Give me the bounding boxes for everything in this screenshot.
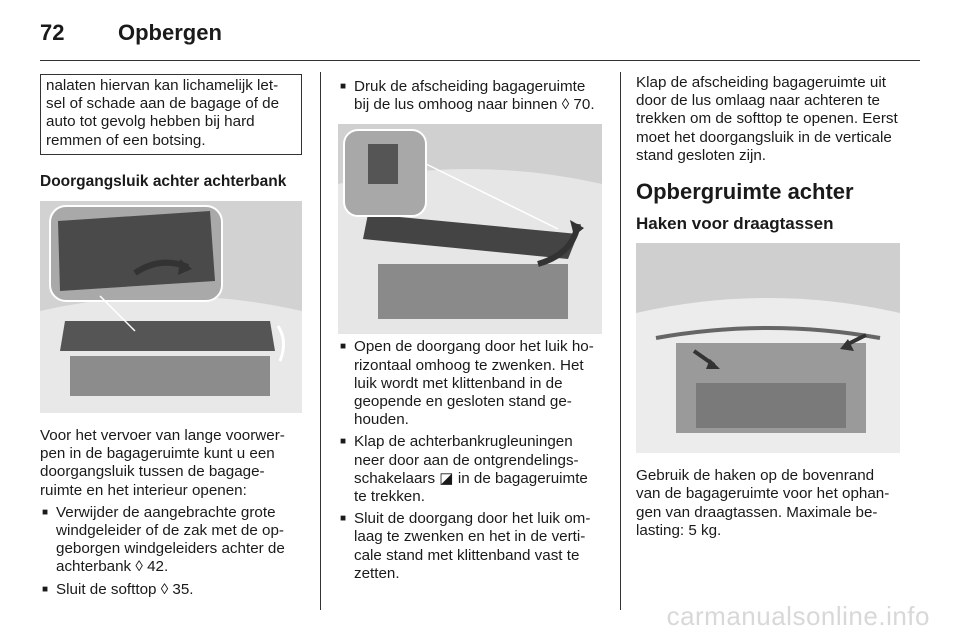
list-item: ■ Verwijder de aangebrachte grote windgeleider of de zak met de op-geborgen windgeleiders achter de achterbank ◊ 42. (40, 504, 302, 577)
body-paragraph: Klap de afscheiding bagageruimte uit door de lus omlaag naar achteren te trekken om de softtop te openen. Eerst moet het doorgangsluik in de verticale stand gesloten zijn. (636, 74, 898, 164)
list-item: ■ Open de doorgang door het luik ho-rizontaal omhoog te zwenken. Het luik wordt met klittenband in de geopende en gesloten stand ge-houden. (338, 338, 602, 429)
column-2 (338, 74, 602, 583)
figure-caption-text: Gebruik de haken op de bovenrand van de bagageruimte voor het ophan-gen van draagtassen. Maximale be-lasting: 5 kg. (636, 467, 890, 539)
column-divider-1 (320, 72, 321, 610)
page-header (40, 16, 920, 60)
list-item: ■ Sluit de softtop ◊ 35. (40, 581, 302, 599)
bag-hooks-illustration (636, 243, 900, 453)
figure-hatch-open (338, 124, 602, 334)
column-3 (636, 74, 902, 540)
figure-bag-hooks (636, 243, 900, 453)
column-divider-2 (620, 72, 621, 610)
watermark: carmanualsonline.info (666, 601, 930, 631)
column-1 (40, 74, 302, 599)
header-rule (40, 60, 920, 61)
section-subheading: Doorgangsluik achter achterbank (40, 172, 287, 190)
section-subheading: Haken voor draagtassen (636, 214, 834, 234)
body-paragraph: Voor het vervoer van lange voorwer-pen in de bagageruimte kunt u een doorgangsluik tussen de bagage-ruimte en het interieur openen: (40, 427, 285, 499)
list-item: ■ Druk de afscheiding bagageruimte bij de lus omhoog naar binnen ◊ 70. (338, 78, 602, 114)
section-heading: Opbergruimte achter (636, 179, 854, 205)
list-item: ■ Sluit de doorgang door het luik om-laag te zwenken en het in de verti-cale stand met klittenband vast te zetten. (338, 510, 602, 583)
warning-box: nalaten hiervan kan lichamelijk let-sel of schade aan de bagage of de auto tot gevolg hebben bij hard remmen of een botsing. (40, 74, 302, 155)
page-number: 72 (40, 20, 65, 45)
hatch-open-illustration (338, 124, 602, 334)
page-title: Opbergen (118, 20, 222, 45)
list-item: ■ Klap de achterbankrugleuningen neer door aan de ontgrendelings-schakelaars ◪ in de bagageruimte te trekken. (338, 433, 602, 506)
figure-hatch-closed (40, 201, 302, 413)
hatch-illustration (40, 201, 302, 413)
